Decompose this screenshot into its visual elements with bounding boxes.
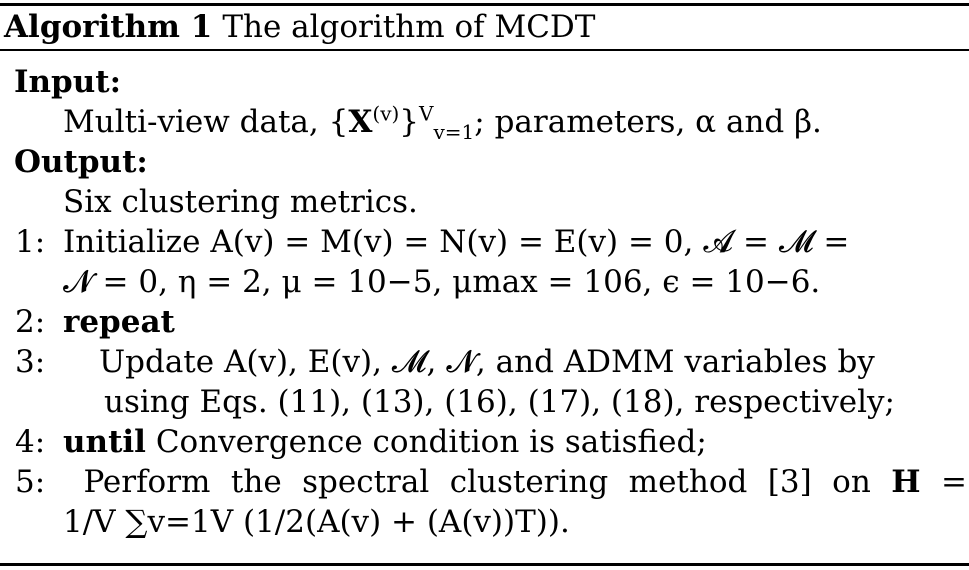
step-5-continuation: 1/V ∑v=1V (1/2(A(v) + (A(v))T)). [63,504,570,540]
output-heading: Output: [14,144,148,180]
step-5-word: clustering [449,464,609,500]
step-2-number: 2: [15,304,46,340]
caption-label: Algorithm 1 [4,8,213,45]
input-prefix: Multi-view data, { [63,104,349,140]
step-1-number: 1: [15,224,46,260]
step-5-word: = [941,464,967,500]
input-symbol: X [348,104,373,140]
step-5-word: Perform [83,464,211,500]
step-1-word: Initialize [63,224,201,260]
input-text [0,101,969,145]
algorithm-body [0,62,969,542]
step-5-word: [3] [767,464,812,500]
input-heading: Input: [14,64,122,100]
step-2-keyword: repeat [63,304,175,340]
step-1-equation: A(v) = M(v) = N(v) = E(v) = 0, 𝓐 = 𝓜 = [210,224,850,260]
step-4-keyword: until [63,424,146,460]
step-2 [0,302,969,342]
step-4-number: 4: [15,424,46,460]
step-5-word: method [628,464,748,500]
bottom-rule [0,563,969,566]
step-1-continuation: 𝓝 = 0, η = 2, μ = 10−5, μmax = 106, ϵ = 10−6. [63,264,821,300]
step-3-number: 3: [15,344,46,380]
caption-rule [0,49,969,51]
step-5-symbol: H [891,464,921,500]
step-5-word: the [230,464,282,500]
step-3 [0,342,969,382]
input-range-sub: v=1 [433,120,475,145]
step-3-text: A(v), E(v), 𝓜, 𝓝, and ADMM variables by [223,344,875,380]
input-close: } [399,104,420,140]
step-4 [0,422,969,462]
input-suffix: ; parameters, α and β. [474,104,822,140]
step-3-word: Update [99,344,215,380]
step-4-text: Convergence condition is satisfied; [155,424,707,460]
output-text: Six clustering metrics. [63,184,418,220]
step-3-continuation: using Eqs. (11), (13), (16), (17), (18), respectively; [104,384,895,420]
caption-title: The algorithm of MCDT [222,8,596,45]
step-5-number: 5: [15,464,46,500]
algorithm-caption [4,5,595,49]
input-sup: (v) [372,101,400,126]
input-range-sup: V [419,101,434,126]
step-5 [0,462,969,502]
step-5-word: on [832,464,871,500]
step-5-word: spectral [302,464,430,500]
step-1 [0,222,969,262]
